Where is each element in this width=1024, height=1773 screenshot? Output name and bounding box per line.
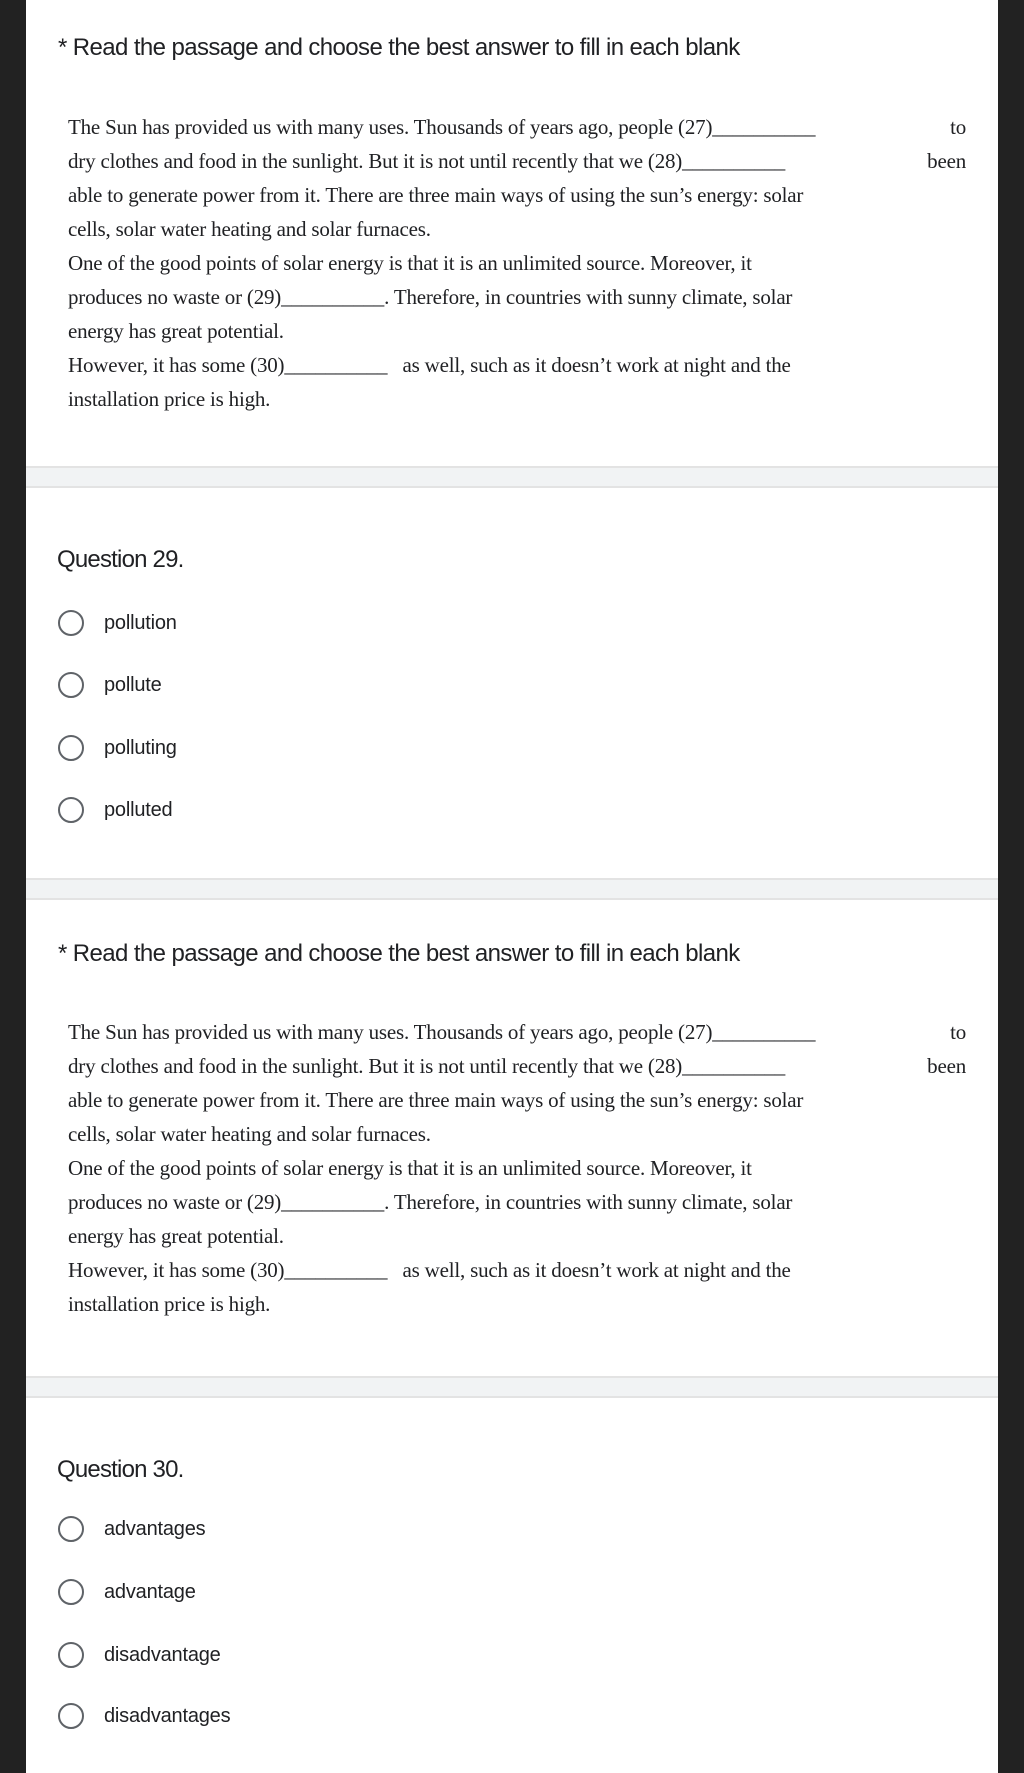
option-label: pollute (104, 673, 162, 696)
passage-line: cells, solar water heating and solar furnaces. (68, 1122, 431, 1146)
right-frame-edge (998, 0, 1024, 1773)
passage-line-text: dry clothes and food in the sunlight. But it is not until recently that we (28)__________ (68, 1054, 786, 1078)
left-frame-edge (0, 0, 26, 1773)
option-disadvantages[interactable] (58, 1699, 230, 1733)
radio-button[interactable] (58, 735, 84, 761)
section-separator (26, 466, 998, 488)
passage-line: installation price is high. (68, 387, 271, 411)
radio-button[interactable] (58, 1516, 84, 1542)
option-label: polluting (104, 736, 177, 759)
question-29-card (26, 488, 998, 878)
passage-line: One of the good points of solar energy is that it is an unlimited source. Moreover, it (68, 251, 752, 275)
option-label: advantage (104, 1580, 196, 1603)
passage-line: able to generate power from it. There are three main ways of using the sun’s energy: solar (68, 1088, 804, 1112)
passage-instruction: * Read the passage and choose the best answer to fill in each blank (58, 940, 740, 967)
passage-line-end: been (927, 149, 966, 173)
option-pollution[interactable] (58, 606, 177, 640)
passage-line: energy has great potential. (68, 319, 284, 343)
passage-line: One of the good points of solar energy is that it is an unlimited source. Moreover, it (68, 1156, 752, 1180)
question-title: Question 29. (57, 546, 184, 573)
section-separator (26, 1376, 998, 1398)
question-title: Question 30. (57, 1456, 184, 1483)
option-label: pollution (104, 611, 177, 634)
passage-line (68, 144, 966, 178)
section-separator (26, 878, 998, 900)
passage-line-end: to (950, 1020, 966, 1044)
passage-line (68, 1015, 966, 1049)
passage-section-1 (26, 0, 998, 466)
option-label: disadvantages (104, 1704, 231, 1727)
passage-line: able to generate power from it. There are three main ways of using the sun’s energy: solar (68, 183, 804, 207)
question-30-card (26, 1398, 998, 1773)
passage-line-text: The Sun has provided us with many uses. Thousands of years ago, people (27)__________ (68, 115, 816, 139)
option-advantage[interactable] (58, 1575, 196, 1609)
passage-line: However, it has some (30)__________ as well, such as it doesn’t work at night and the (68, 1258, 791, 1282)
passage-line: produces no waste or (29)__________. Therefore, in countries with sunny climate, solar (68, 1190, 793, 1214)
passage-line (68, 110, 966, 144)
radio-button[interactable] (58, 1579, 84, 1605)
passage-line: energy has great potential. (68, 1224, 284, 1248)
form-container (26, 0, 998, 1773)
radio-button[interactable] (58, 797, 84, 823)
passage-section-2 (26, 900, 998, 1376)
radio-button[interactable] (58, 672, 84, 698)
option-disadvantage[interactable] (58, 1638, 221, 1672)
radio-button[interactable] (58, 610, 84, 636)
option-label: polluted (104, 798, 173, 821)
option-advantages[interactable] (58, 1512, 205, 1546)
radio-button[interactable] (58, 1703, 84, 1729)
passage-line-text: The Sun has provided us with many uses. Thousands of years ago, people (27)__________ (68, 1020, 816, 1044)
option-pollute[interactable] (58, 668, 162, 702)
passage-line: However, it has some (30)__________ as well, such as it doesn’t work at night and the (68, 353, 791, 377)
passage-instruction: * Read the passage and choose the best answer to fill in each blank (58, 34, 740, 61)
option-polluting[interactable] (58, 731, 177, 765)
passage-line: installation price is high. (68, 1292, 271, 1316)
passage-line-end: to (950, 115, 966, 139)
radio-button[interactable] (58, 1642, 84, 1668)
passage-line-end: been (927, 1054, 966, 1078)
passage-text (68, 1015, 966, 1321)
option-label: disadvantage (104, 1643, 221, 1666)
option-polluted[interactable] (58, 793, 172, 827)
passage-line: produces no waste or (29)__________. Therefore, in countries with sunny climate, solar (68, 285, 793, 309)
passage-line-text: dry clothes and food in the sunlight. But it is not until recently that we (28)__________ (68, 149, 786, 173)
passage-text (68, 110, 966, 416)
option-label: advantages (104, 1517, 206, 1540)
passage-line (68, 1049, 966, 1083)
passage-line: cells, solar water heating and solar furnaces. (68, 217, 431, 241)
